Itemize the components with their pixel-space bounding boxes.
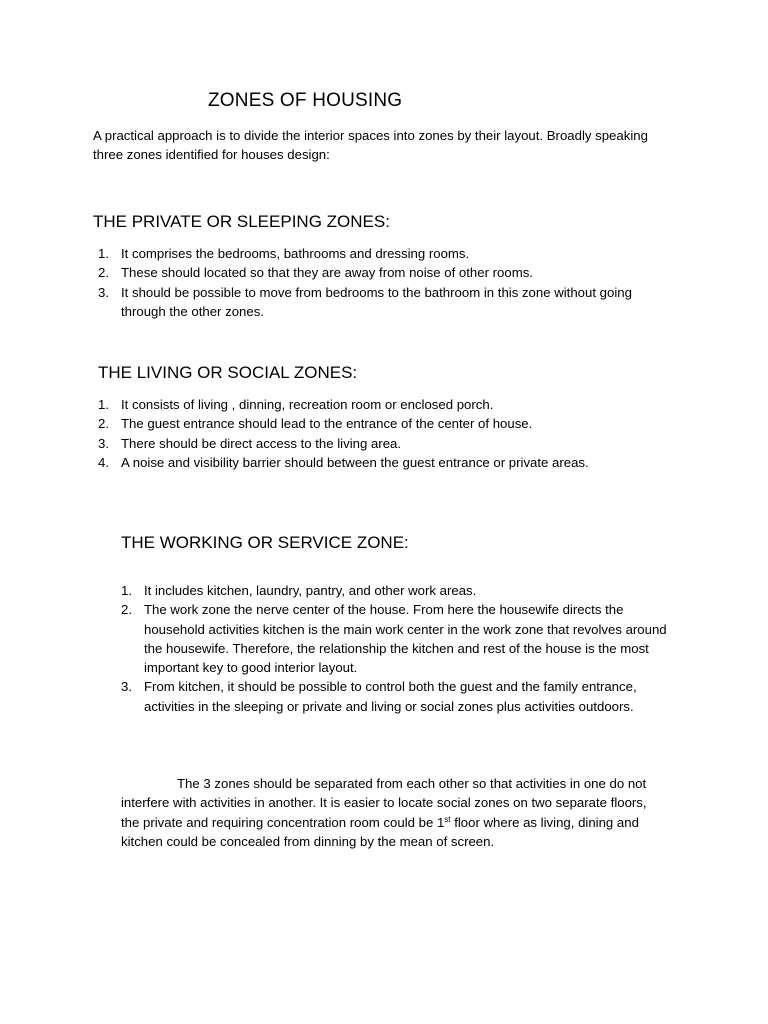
list-item-text: It should be possible to move from bedrooms to the bathroom in this zone without going through the other zones. bbox=[121, 284, 632, 319]
working-zone-list bbox=[116, 581, 676, 716]
list-item-number: 4. bbox=[98, 454, 109, 470]
list-item bbox=[93, 283, 663, 322]
list-item bbox=[93, 395, 663, 414]
ordinal-superscript: st bbox=[444, 814, 451, 824]
list-item-text: It includes kitchen, laundry, pantry, and other work areas. bbox=[144, 583, 477, 598]
list-item bbox=[116, 677, 676, 716]
conclusion-text-end: floor where as living, dining and kitchen could be concealed from dinning by the mean of screen. bbox=[121, 814, 639, 849]
conclusion-paragraph bbox=[121, 774, 666, 851]
list-item-number: 3. bbox=[98, 284, 109, 300]
list-item-text: These should located so that they are away from noise of other rooms. bbox=[121, 265, 533, 281]
list-item-number: 1. bbox=[98, 246, 109, 261]
conclusion-text-start: The 3 zones should be separated from each other so that activities in one do not interfere with activities in another. It is easier to locate social zones on two separate floors, the private and requiring concentration room could be 1 bbox=[121, 776, 647, 830]
list-item-number: 1. bbox=[121, 583, 132, 598]
list-item-number: 2. bbox=[98, 416, 109, 432]
list-item-number: 3. bbox=[121, 679, 132, 695]
list-item-number: 1. bbox=[98, 397, 109, 412]
list-item-text: It consists of living , dinning, recreation room or enclosed porch. bbox=[121, 397, 494, 412]
section-heading-working: THE WORKING OR SERVICE ZONE: bbox=[121, 533, 409, 552]
list-item-number: 2. bbox=[98, 265, 109, 281]
list-item bbox=[93, 244, 663, 263]
list-item bbox=[93, 453, 663, 472]
page-title: ZONES OF HOUSING bbox=[208, 90, 403, 111]
intro-paragraph: A practical approach is to divide the interior spaces into zones by their layout. Broadly speaking three zones identified for houses design: bbox=[93, 128, 648, 162]
list-item bbox=[116, 581, 676, 600]
private-zone-list bbox=[93, 244, 663, 321]
list-item bbox=[93, 434, 663, 453]
list-item-number: 3. bbox=[98, 435, 109, 451]
list-item-text: From kitchen, it should be possible to control both the guest and the family entrance, activities in the sleeping or private and living or social zones plus activities outdoors. bbox=[144, 679, 637, 714]
living-zone-list bbox=[93, 395, 663, 472]
list-item bbox=[93, 414, 663, 433]
list-item-text: The work zone the nerve center of the house. From here the housewife directs the household activities kitchen is the main work center in the work zone that revolves around the housewife. Therefore, the relationship the kitchen and rest of the house is the most important key to good interior layout. bbox=[144, 602, 667, 676]
list-item-text: It comprises the bedrooms, bathrooms and dressing rooms. bbox=[121, 246, 470, 261]
list-item-text: There should be direct access to the living area. bbox=[121, 435, 402, 451]
list-item-text: A noise and visibility barrier should between the guest entrance or private areas. bbox=[121, 454, 589, 470]
list-item bbox=[116, 600, 676, 677]
list-item bbox=[93, 263, 663, 282]
list-item-number: 2. bbox=[121, 602, 132, 618]
section-heading-living: THE LIVING OR SOCIAL ZONES: bbox=[98, 363, 358, 382]
section-heading-private: THE PRIVATE OR SLEEPING ZONES: bbox=[93, 212, 390, 231]
list-item-text: The guest entrance should lead to the entrance of the center of house. bbox=[121, 416, 533, 432]
